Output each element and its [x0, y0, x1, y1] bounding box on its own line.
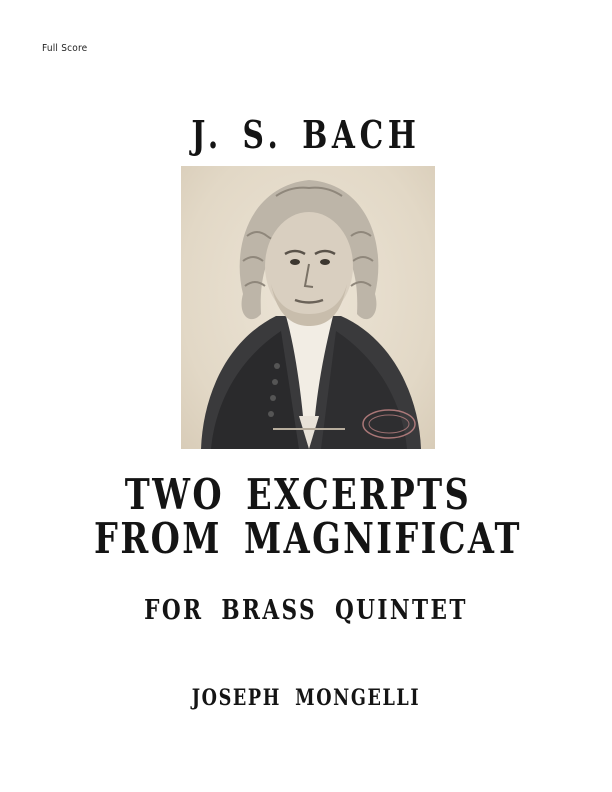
arranger-name: JOSEPH MONGELLI	[191, 685, 421, 711]
composer-portrait	[181, 166, 435, 449]
subtitle: FOR BRASS QUINTET	[144, 595, 468, 626]
composer-name: J. S. BACH	[191, 112, 421, 157]
title-line-2: FROM MAGNIFICAT	[94, 514, 522, 563]
score-type-label: Full Score	[42, 43, 88, 54]
title-line-1: TWO EXCERPTS	[124, 470, 472, 519]
